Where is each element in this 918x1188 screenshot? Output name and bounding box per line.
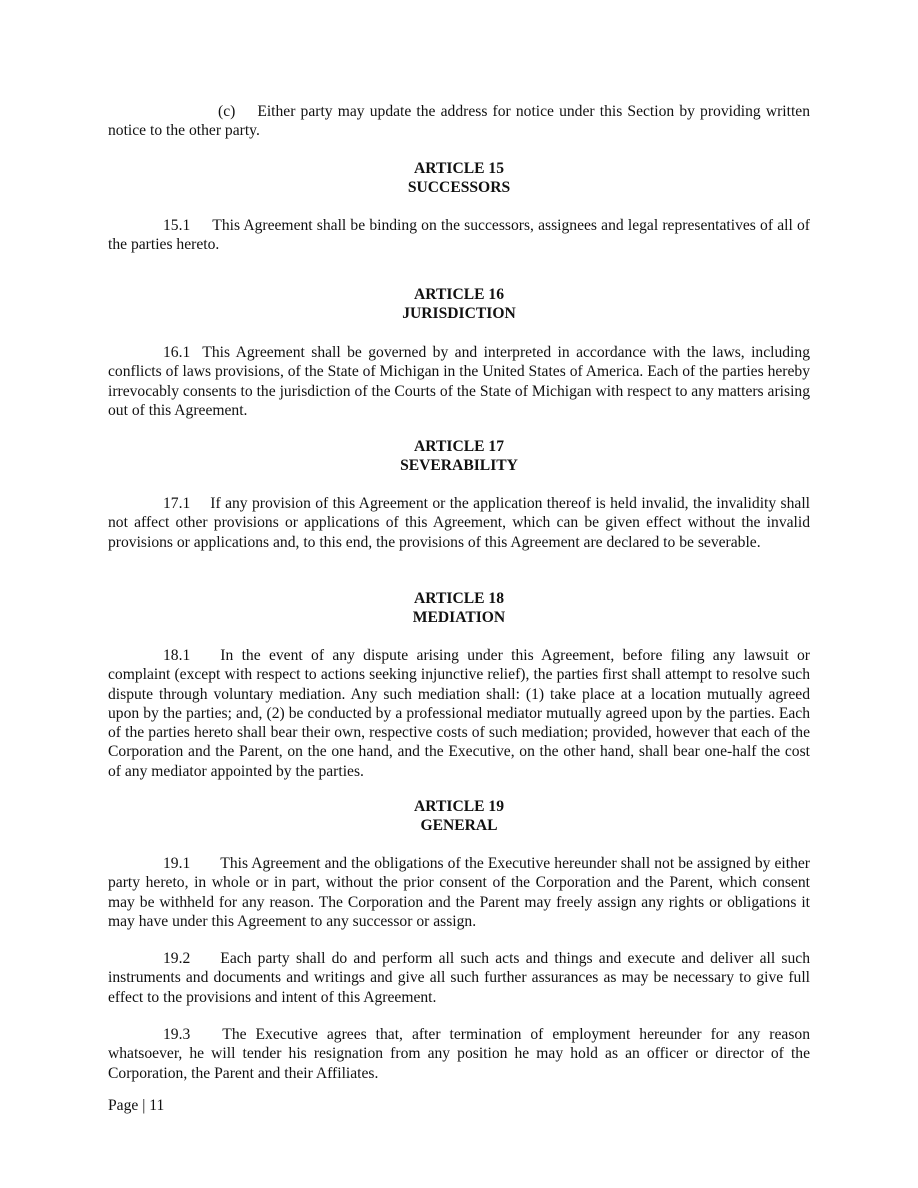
- article-16-heading: [108, 285, 810, 324]
- section-number: 18.1: [163, 647, 191, 664]
- article-title: SUCCESSORS: [407, 179, 511, 197]
- article-title: MEDIATION: [412, 609, 506, 627]
- section-text: This Agreement shall be binding on the successors, assignees and legal representatives of all of the parties hereto.: [108, 217, 810, 254]
- article-title: GENERAL: [420, 817, 498, 835]
- section-text: This Agreement and the obligations of the Executive hereunder shall not be assigned by either party hereto, in whole or in part, without the prior consent of the Corporation and the Parent, which consent may be withheld for any reason. The Corporation and the Parent may freely assign any rights or obligations it may have under this Agreement to any successor or assign.: [108, 855, 810, 930]
- article-number: ARTICLE 15: [414, 160, 504, 177]
- notice-paragraph-c: [108, 102, 810, 141]
- article-18-heading: [108, 589, 810, 628]
- article-number: ARTICLE 19: [414, 798, 504, 815]
- section-text: This Agreement shall be governed by and interpreted in accordance with the laws, including conflicts of laws provisions, of the State of Michigan in the United States of America. Each of the parties hereby irrevocably consents to the jurisdiction of the Courts of the State of Michigan with respect to any matters arising out of this Agreement.: [108, 344, 810, 419]
- section-number: 19.2: [163, 950, 191, 967]
- article-15-heading: [108, 159, 810, 198]
- section-text: If any provision of this Agreement or the application thereof is held invalid, the invalidity shall not affect other provisions or applications of this Agreement, which can be given effect without the invalid provisions or applications and, to this end, the provisions of this Agreement are declared to be severable.: [108, 495, 810, 551]
- page-footer: Page | 11: [108, 1097, 165, 1114]
- section-number: 15.1: [163, 217, 191, 234]
- section-19-2: [108, 949, 810, 1007]
- section-text: In the event of any dispute arising under this Agreement, before filing any lawsuit or complaint (except with respect to actions seeking injunctive relief), the parties first shall attempt to resolve such dispute through voluntary mediation. Any such mediation shall: (1) take place at a location mutually agreed upon by the parties; and, (2) be conducted by a professional mediator mutually agreed upon by the parties. Each of the parties hereto shall bear their own, respective costs of such mediation; provided, however that each of the Corporation and the Parent, on the one hand, and the Executive, on the other hand, shall bear one-half the cost of any mediator appointed by the parties.: [108, 647, 810, 780]
- paragraph-text: Either party may update the address for notice under this Section by providing written notice to the other party.: [108, 103, 810, 140]
- paragraph-label: (c): [218, 103, 236, 120]
- article-number: ARTICLE 16: [414, 286, 504, 303]
- article-title: JURISDICTION: [402, 305, 516, 323]
- section-number: 16.1: [163, 344, 191, 361]
- article-17-heading: [108, 437, 810, 476]
- section-text: The Executive agrees that, after termination of employment hereunder for any reason whatsoever, he will tender his resignation from any position he may hold as an officer or director of the Corporation, the Parent and their Affiliates.: [108, 1026, 810, 1082]
- section-number: 19.1: [163, 855, 191, 872]
- section-19-1: [108, 854, 810, 931]
- section-17-1: [108, 494, 810, 552]
- section-text: Each party shall do and perform all such acts and things and execute and deliver all such instruments and documents and writings and give all such further assurances as may be necessary to give full effect to the provisions and intent of this Agreement.: [108, 950, 810, 1006]
- section-16-1: [108, 343, 810, 420]
- section-number: 17.1: [163, 495, 191, 512]
- article-number: ARTICLE 18: [414, 590, 504, 607]
- article-19-heading: [108, 797, 810, 836]
- article-number: ARTICLE 17: [414, 438, 504, 455]
- section-number: 19.3: [163, 1026, 191, 1043]
- section-19-3: [108, 1025, 810, 1083]
- section-15-1: [108, 216, 810, 255]
- section-18-1: [108, 646, 810, 781]
- article-title: SEVERABILITY: [400, 457, 518, 475]
